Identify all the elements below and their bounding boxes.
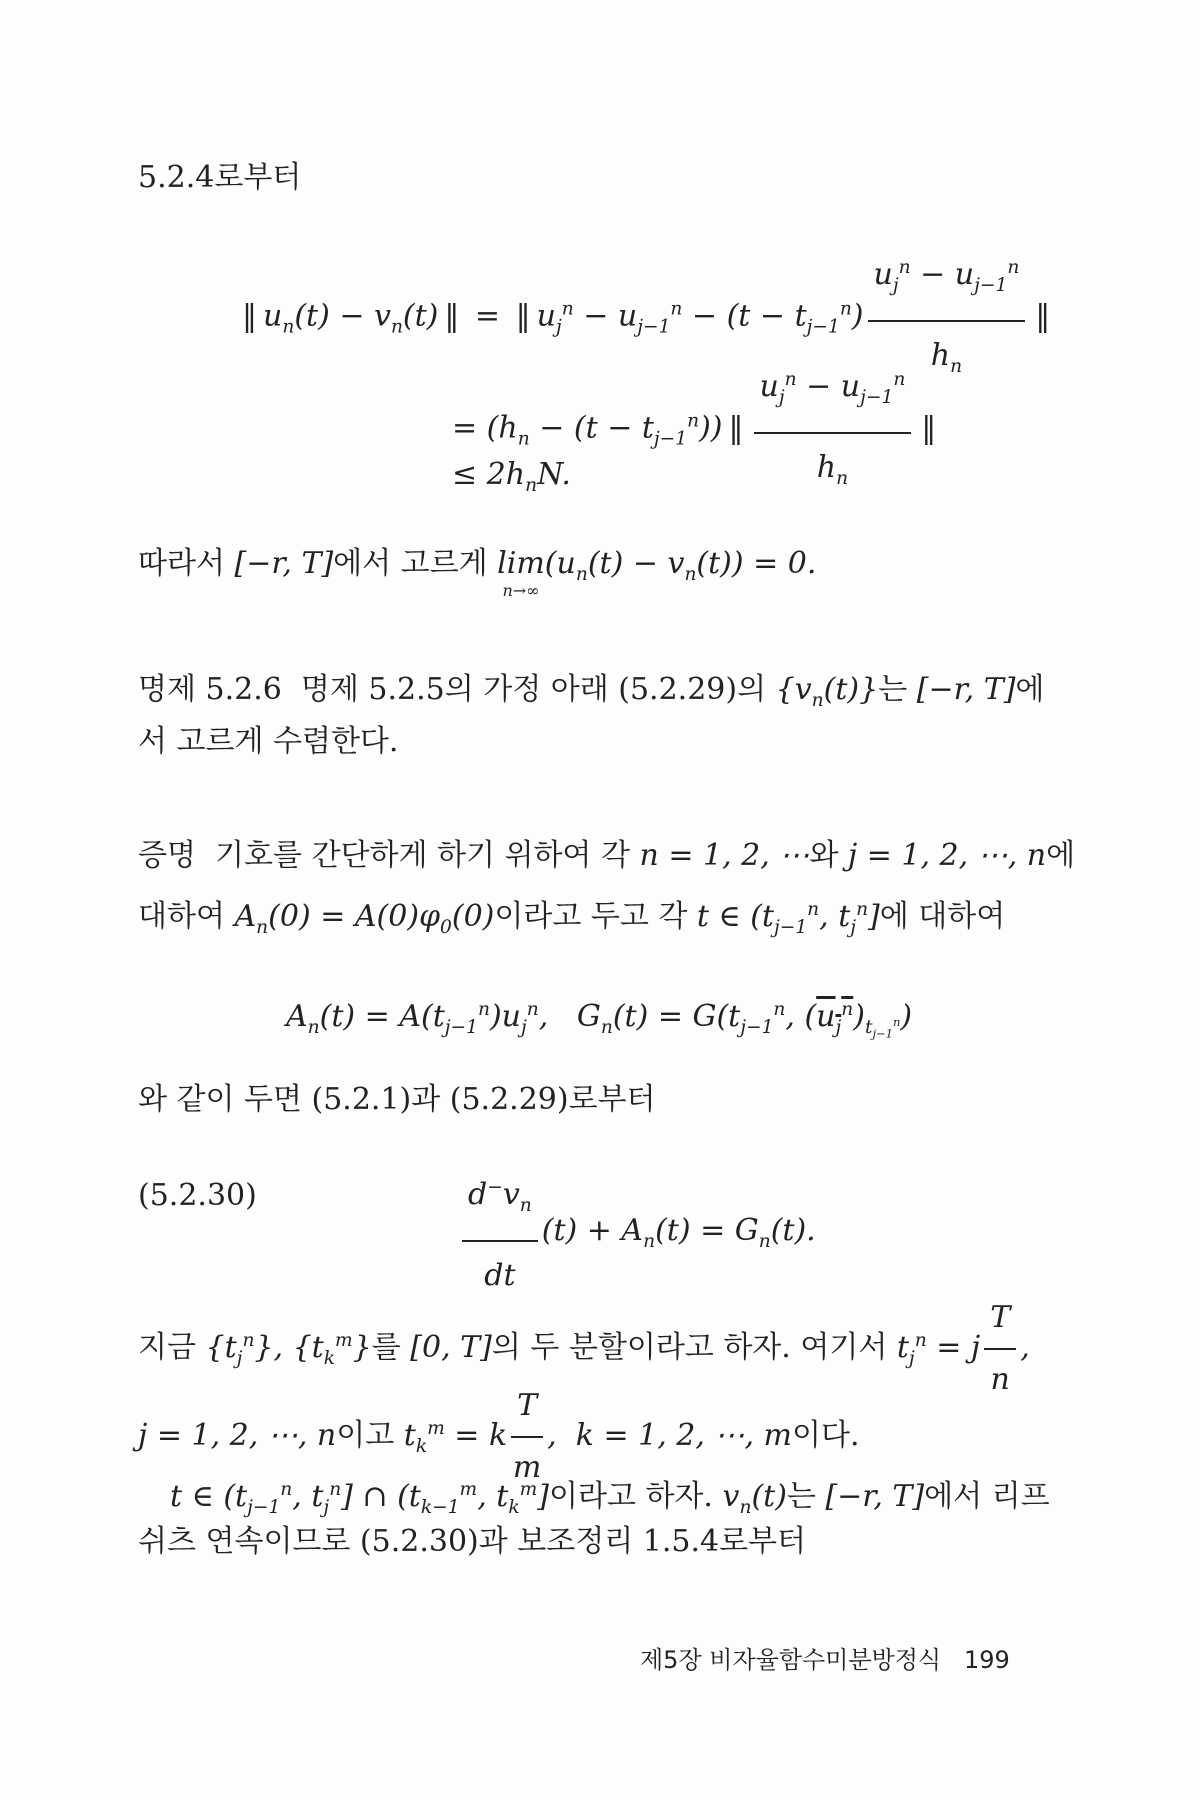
text-interval-intersection: t ∈ ($t_{j-1}^n$, $t_j^n$] ∩ ($t_{k-1}^m$, $t_k^m$]이라고 하자. $v_n(t)$는 [−r, T]에서 리프: [170, 1479, 1050, 1518]
chapter-title: 제5장 비자율함수미분방정식: [640, 1646, 942, 1674]
text-and-then: 와 같이 두면 (5.2.1)과 (5.2.29)로부터: [138, 1082, 656, 1117]
from-5-2-4: 5.2.4로부터: [138, 160, 302, 195]
text-lipschitz: 쉬츠 연속이므로 (5.2.30)과 보조정리 1.5.4로부터: [138, 1524, 807, 1559]
text-index-ranges: j = 1, 2, ⋯, n이고 $t_k^m = k$ $\frac{T}{m}$ , k = 1, 2, ⋯, m이다.: [138, 1378, 859, 1496]
text-partitions: 지금 $\{t_j^n\}$, $\{t_k^m\}$를 [0, T]의 두 분할이라고 하자. 여기서 $t_j^n = j$ $\frac{T}{n}$ ,: [138, 1290, 1030, 1408]
equation-norm-1: ‖ $u_n(t) - v_n(t)$ ‖ = ‖ $u_j^n - u_{j-1}^n - (t - t_{j-1}^n)$ $\frac{u_j^n - u_{j-1}^n}{h_n}$ ‖: [236, 236, 1056, 399]
equation-an-gn: $A_n(t) = A(t_{j-1}^n)u_j^n$, $G_n(t) = G(t_{j-1}^n$, $(u_j^n)_{t_{j-1}^n}$): [286, 999, 913, 1041]
proof-label: 증명: [138, 838, 196, 873]
proof-line-2: 대하여 $A_n(0) = A(0)\varphi_0(0)$이라고 두고 각 t ∈ ($t_{j-1}^n$, $t_j^n$]에 대하여: [138, 899, 1006, 938]
proposition-5-2-6-line-2: 서 고르게 수렴한다.: [138, 724, 399, 759]
running-footer: [640, 1640, 1010, 1675]
text-line-1: [138, 158, 301, 198]
equation-number-5-2-30: (5.2.30): [138, 1178, 257, 1213]
equation-bound: ≤ $2h_nN$.: [452, 457, 571, 496]
proposition-5-2-6-line-1: 명제 5.2.6 명제 5.2.5의 가정 아래 (5.2.29)의 $\{v_n(t)\}$는 [−r, T]에: [138, 672, 1045, 711]
proposition-label: 명제 5.2.6: [138, 672, 282, 707]
proof-line-1: 증명 기호를 간단하게 하기 위하여 각 n = 1, 2, ⋯와 j = 1, 2, ⋯, n에: [138, 838, 1076, 873]
text-uniform-limit: 따라서 [−r, T]에서 고르게 lim n→∞ $(u_n(t) - v_n(t)) = 0$.: [138, 546, 817, 600]
equation-norm-2: = $(h_n - (t - t_{j-1}^n))$ ‖ $\frac{u_j^n - u_{j-1}^n}{h_n}$ ‖: [452, 348, 942, 511]
page-number: 199: [964, 1646, 1010, 1674]
equation-5-2-30: $\frac{d^-v_n}{dt}$ $(t) + A_n(t) = G_n(t)$.: [458, 1156, 816, 1308]
